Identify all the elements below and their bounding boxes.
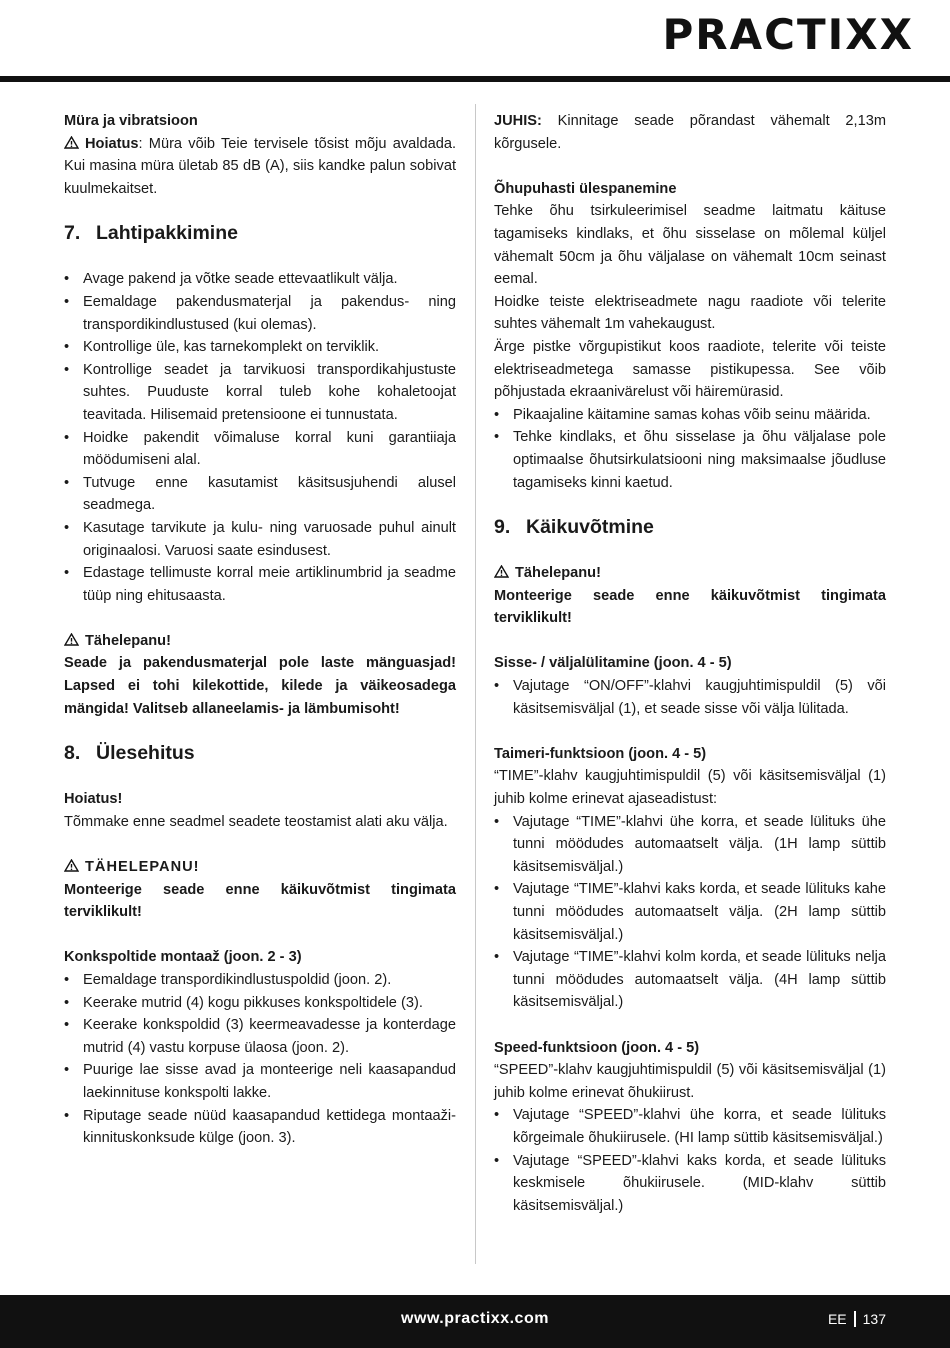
purifier-paragraph: Tehke õhu tsirkuleerimisel seadme laitmatu käituse tagamiseks kindlaks, et õhu sisselase on mõlemal küljel vähemalt 50cm ja õhu väljalase on vähemalt 10cm seinast eemal. bbox=[494, 203, 886, 288]
section-7-title: Lahtipakkimine bbox=[96, 222, 238, 245]
section-9-heading bbox=[494, 514, 886, 540]
language-code: EE bbox=[827, 1311, 847, 1327]
purifier-paragraph: Hoidke teiste elektriseadmete nagu raadiote või telerite suhtes vähemalt 1m vahekaugust. bbox=[494, 293, 886, 333]
brand-logo: PRACTIXX bbox=[662, 10, 914, 59]
mount-list bbox=[64, 969, 456, 1150]
juhis-text: Kinnitage seade põrandast vähemalt 2,13m kõrgusele. bbox=[494, 113, 886, 152]
attention-text: Seade ja pakendusmaterjal pole laste mänguasjad! Lapsed ei tohi kilekottide, kilede ja väikeosadega mängida! Valitseb allaneelamis- ja lämbumisoht! bbox=[64, 655, 456, 717]
speed-heading: Speed-funktsioon (joon. 4 - 5) bbox=[494, 1039, 700, 1056]
list-item: • Vajutage “TIME”-klahvi kaks korda, et seade lülituks kahe tunni möödudes automaatselt välja. (2H lamp süttib käsitsemisväljal.) bbox=[494, 878, 886, 946]
onoff-list bbox=[494, 675, 886, 720]
list-item: • Kasutage tarvikute ja kulu- ning varuosade puhul ainult originaalosi. Varuosi saate esindusest. bbox=[64, 517, 456, 562]
list-item: • Eemaldage transpordikindlustuspoldid (joon. 2). bbox=[64, 969, 456, 992]
attention-text: Monteerige seade enne käikuvõtmist tingimata terviklikult! bbox=[494, 587, 886, 627]
list-item: • Vajutage “SPEED”-klahvi kaks korda, et seade lülituks keskmisele õhukiirusele. (MID-klahv süttib käsitsemisväljal.) bbox=[494, 1150, 886, 1218]
list-item: • Pikaajaline käitamine samas kohas võib seinu määrida. bbox=[494, 404, 886, 427]
warning-icon bbox=[494, 565, 509, 578]
website-link[interactable]: www.practixx.com bbox=[401, 1310, 549, 1327]
attention2-text: Monteerige seade enne käikuvõtmist tingimata terviklikult! bbox=[64, 881, 456, 921]
section-9-number: 9. bbox=[494, 516, 511, 539]
timer-list bbox=[494, 811, 886, 1014]
warning-icon bbox=[64, 136, 79, 149]
noise-warning-text: : Müra võib Teie tervisele tõsist mõju avaldada. Kui masina müra ületab 85 dB (A), siis kandke palun sobivat kuulmekaitset. bbox=[64, 135, 456, 197]
attention2-heading bbox=[64, 856, 456, 879]
attention-label: Tähelepanu! bbox=[515, 565, 601, 582]
section-8-heading bbox=[64, 740, 456, 766]
list-item: • Keerake konkspoldid (3) keermeavadesse ja konterdage mutrid (4) vastu korpuse ülaosa (joon. 2). bbox=[64, 1014, 456, 1059]
left-column bbox=[64, 110, 456, 1150]
speed-intro: “SPEED”-klahv kaugjuhtimispuldil (5) või käsitsemisväljal (1) juhib kolme erinevat õhukiirust. bbox=[494, 1062, 886, 1101]
list-item: • Vajutage “SPEED”-klahvi ühe korra, et seade lülituks kõrgeimale õhukiirusele. (HI lamp süttib käsitsemisväljal.) bbox=[494, 1104, 886, 1149]
list-item: • Tehke kindlaks, et õhu sisselase ja õhu väljalase pole optimaalse õhutsirkulatsiooni ning maksimaalse jõudluse tagamiseks kinni kaetud. bbox=[494, 426, 886, 494]
hoiatus-label: Hoiatus! bbox=[64, 791, 123, 808]
header-bar bbox=[0, 76, 950, 82]
page-number: 137 bbox=[862, 1311, 886, 1327]
section-7-number: 7. bbox=[64, 222, 81, 245]
list-item: • Kontrollige seadet ja tarvikuosi transpordikahjustuste suhtes. Puuduste korral tuleb kohe kohaletoojat teavitada. Hilisemaid pretensioone ei tunnustata. bbox=[64, 359, 456, 427]
mount-heading: Konkspoltide montaaž (joon. 2 - 3) bbox=[64, 949, 302, 966]
list-item: • Eemaldage pakendusmaterjal ja pakendus- ning transpordikindlustused (kui olemas). bbox=[64, 291, 456, 336]
footer-separator bbox=[854, 1311, 856, 1327]
page-footer bbox=[0, 1295, 950, 1348]
list-item: • Hoidke pakendit võimaluse korral kuni garantiiaja möödumiseni alal. bbox=[64, 427, 456, 472]
list-item: • Kontrollige üle, kas tarnekomplekt on terviklik. bbox=[64, 336, 456, 359]
list-item: • Puurige lae sisse avad ja monteerige neli kaasapandud laekinnituse konkspolti lakke. bbox=[64, 1059, 456, 1104]
attention-heading bbox=[494, 562, 886, 585]
list-item: • Avage pakend ja võtke seade ettevaatlikult välja. bbox=[64, 268, 456, 291]
list-item: • Keerake mutrid (4) kogu pikkuses konkspoltidele (3). bbox=[64, 992, 456, 1015]
warning-icon bbox=[64, 859, 79, 872]
list-item: • Edastage tellimuste korral meie artiklinumbrid ja seadme tüüp ning ehitusaasta. bbox=[64, 562, 456, 607]
section-9-title: Käikuvõtmine bbox=[526, 516, 654, 539]
hoiatus-text: Tõmmake enne seadmel seadete teostamist alati aku välja. bbox=[64, 813, 448, 830]
noise-warning-label: Hoiatus bbox=[85, 135, 139, 152]
list-item: • Vajutage “ON/OFF”-klahvi kaugjuhtimispuldil (5) või käsitsemisväljal (1), et seade sisse või välja lülitada. bbox=[494, 675, 886, 720]
speed-list bbox=[494, 1104, 886, 1217]
column-divider bbox=[475, 104, 476, 1264]
attention-label: Tähelepanu! bbox=[85, 632, 171, 649]
unpacking-list bbox=[64, 268, 456, 607]
page-indicator bbox=[828, 1311, 886, 1327]
right-column bbox=[494, 110, 886, 1217]
list-item: • Tutvuge enne kasutamist käsitsusjuhendi alusel seadmega. bbox=[64, 472, 456, 517]
section-8-number: 8. bbox=[64, 742, 81, 765]
juhis-note bbox=[494, 110, 886, 155]
list-item: • Vajutage “TIME”-klahvi kolm korda, et seade lülituks nelja tunni möödudes automaatselt välja. (4H lamp süttib käsitsemisväljal.) bbox=[494, 946, 886, 1014]
onoff-heading: Sisse- / väljalülitamine (joon. 4 - 5) bbox=[494, 655, 732, 672]
purifier-paragraph: Ärge pistke võrgupistikut koos raadiote, telerite või teiste elektriseadmetega samasse pistikupessa. See võib põhjustada ekraanivärelust või häiremürasid. bbox=[494, 338, 886, 401]
list-item: • Riputage seade nüüd kaasapandud kettidega montaaži-kinnituskonksude külge (joon. 3). bbox=[64, 1105, 456, 1150]
timer-heading: Taimeri-funktsioon (joon. 4 - 5) bbox=[494, 745, 707, 762]
purifier-heading: Õhupuhasti ülespanemine bbox=[494, 180, 677, 197]
warning-icon bbox=[64, 633, 79, 646]
purifier-list bbox=[494, 404, 886, 494]
attention-heading bbox=[64, 630, 456, 653]
section-8-title: Ülesehitus bbox=[96, 742, 195, 765]
section-7-heading bbox=[64, 220, 456, 246]
juhis-label: JUHIS: bbox=[494, 113, 542, 129]
attention2-label: TÄHELEPANU! bbox=[85, 859, 200, 876]
list-item: • Vajutage “TIME”-klahvi ühe korra, et seade lülituks ühe tunni möödudes automaatselt välja. (1H lamp süttib käsitsemisväljal.) bbox=[494, 811, 886, 879]
noise-warning bbox=[64, 133, 456, 201]
noise-heading: Müra ja vibratsioon bbox=[64, 113, 198, 129]
timer-intro: “TIME”-klahv kaugjuhtimispuldil (5) või käsitsemisväljal (1) juhib kolme erinevat ajaseadistust: bbox=[494, 768, 886, 808]
